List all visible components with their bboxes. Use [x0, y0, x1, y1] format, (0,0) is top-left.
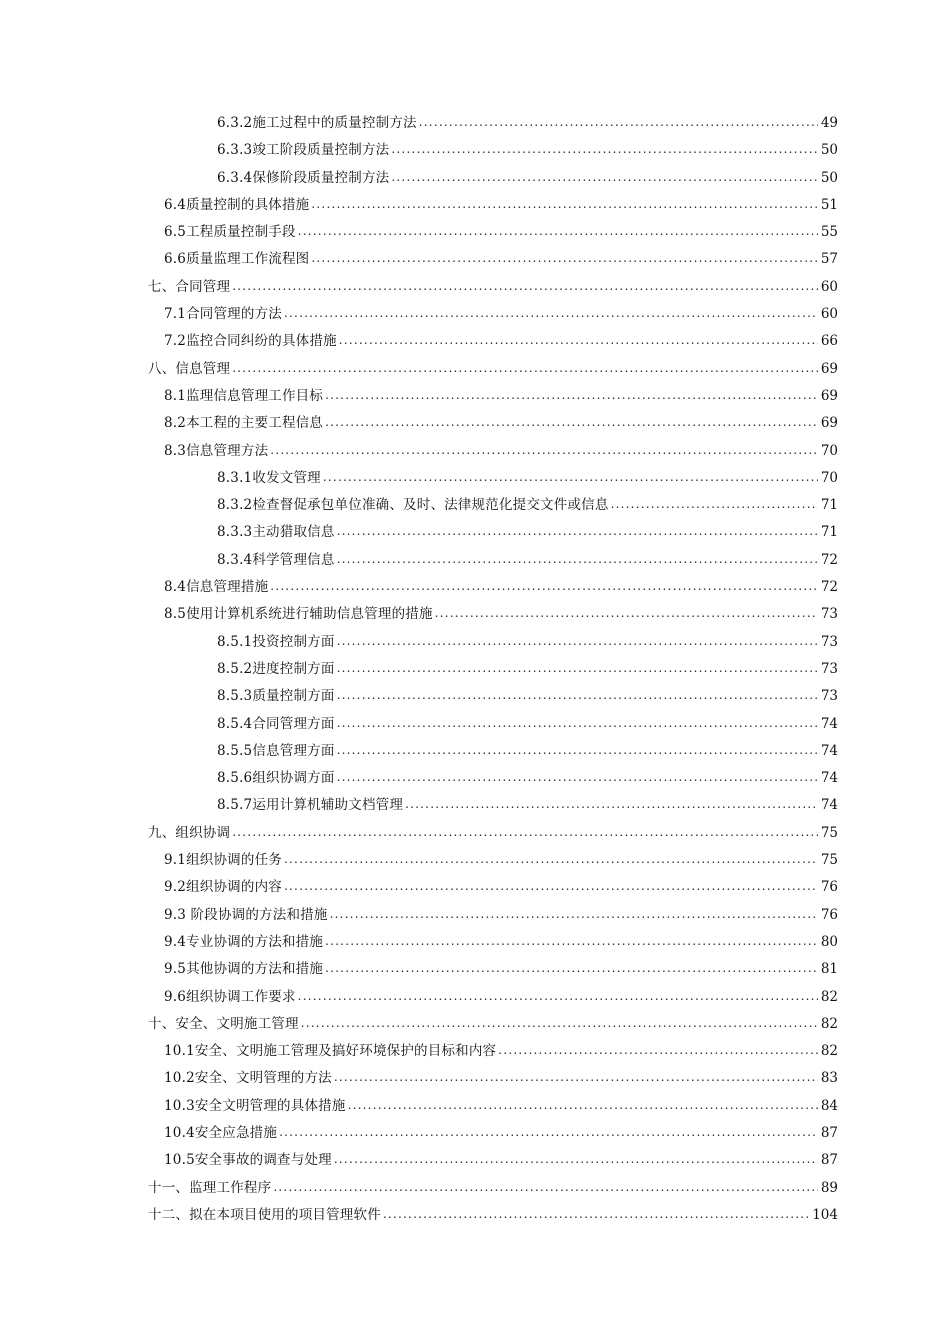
toc-entry[interactable] — [148, 219, 838, 246]
toc-entry[interactable] — [148, 765, 838, 792]
toc-entry-title: 8.3.4科学管理信息 — [217, 551, 335, 568]
toc-entry-page-number: 74 — [820, 715, 838, 732]
toc-dot-leader — [232, 355, 818, 382]
toc-entry-page-number: 50 — [820, 142, 838, 159]
toc-entry-page-number: 71 — [820, 524, 838, 541]
toc-entry[interactable] — [148, 874, 838, 901]
toc-entry-page-number: 72 — [820, 551, 838, 568]
toc-entry-title: 8.3.1收发文管理 — [217, 469, 321, 486]
toc-entry[interactable] — [148, 1011, 838, 1038]
toc-entry-title: 10.5安全事故的调查与处理 — [164, 1152, 332, 1169]
toc-entry-page-number: 66 — [820, 333, 838, 350]
toc-entry[interactable] — [148, 137, 838, 164]
toc-entry-page-number: 74 — [820, 770, 838, 787]
toc-entry-title: 6.4质量控制的具体措施 — [164, 196, 310, 213]
toc-entry[interactable] — [148, 1175, 838, 1202]
toc-entry-page-number: 82 — [820, 988, 838, 1005]
toc-dot-leader — [419, 109, 818, 136]
toc-entry-page-number: 50 — [820, 169, 838, 186]
toc-entry-title: 8.5使用计算机系统进行辅助信息管理的措施 — [164, 606, 433, 623]
toc-entry-title: 8.1监理信息管理工作目标 — [164, 387, 324, 404]
toc-entry-page-number: 73 — [820, 660, 838, 677]
toc-dot-leader — [284, 873, 818, 900]
toc-entry[interactable] — [148, 1038, 838, 1065]
toc-entry-page-number: 72 — [820, 579, 838, 596]
toc-entry-title: 八、信息管理 — [148, 360, 231, 377]
toc-entry-title: 6.3.3竣工阶段质量控制方法 — [217, 142, 390, 159]
toc-dot-leader — [348, 1092, 818, 1119]
toc-entry-title: 10.1安全、文明施工管理及搞好环境保护的目标和内容 — [164, 1043, 497, 1060]
toc-dot-leader — [311, 245, 817, 272]
toc-entry[interactable] — [148, 383, 838, 410]
toc-entry-title: 十二、拟在本项目使用的项目管理软件 — [148, 1206, 381, 1223]
toc-entry[interactable] — [148, 192, 838, 219]
toc-entry-title: 8.3信息管理方法 — [164, 442, 269, 459]
toc-dot-leader — [270, 437, 818, 464]
toc-entry[interactable] — [148, 820, 838, 847]
toc-entry[interactable] — [148, 110, 838, 137]
toc-entry[interactable] — [148, 792, 838, 819]
toc-entry[interactable] — [148, 1065, 838, 1092]
toc-entry-page-number: 76 — [820, 879, 838, 896]
toc-entry-page-number: 69 — [820, 360, 838, 377]
toc-entry[interactable] — [148, 601, 838, 628]
toc-entry-page-number: 87 — [820, 1152, 838, 1169]
toc-entry-title: 9.3 阶段协调的方法和措施 — [164, 906, 328, 923]
toc-entry-title: 七、合同管理 — [148, 278, 231, 295]
toc-dot-leader — [337, 764, 818, 791]
toc-entry[interactable] — [148, 683, 838, 710]
toc-entry[interactable] — [148, 984, 838, 1011]
toc-entry-title: 8.3.3主动猎取信息 — [217, 524, 335, 541]
toc-entry-title: 8.5.6组织协调方面 — [217, 770, 335, 787]
toc-entry-title: 10.2安全、文明管理的方法 — [164, 1070, 332, 1087]
toc-entry[interactable] — [148, 465, 838, 492]
toc-entry-page-number: 60 — [820, 278, 838, 295]
toc-entry-page-number: 82 — [820, 1043, 838, 1060]
toc-dot-leader — [334, 1146, 818, 1173]
toc-entry-title: 8.2本工程的主要工程信息 — [164, 415, 324, 432]
toc-entry[interactable] — [148, 274, 838, 301]
toc-entry[interactable] — [148, 1093, 838, 1120]
toc-entry[interactable] — [148, 929, 838, 956]
toc-entry-title: 9.6组织协调工作要求 — [164, 988, 296, 1005]
toc-dot-leader — [334, 1064, 818, 1091]
toc-dot-leader — [325, 928, 818, 955]
toc-entry-title: 9.1组织协调的任务 — [164, 852, 282, 869]
toc-entry-title: 9.5其他协调的方法和措施 — [164, 961, 324, 978]
toc-entry-page-number: 89 — [820, 1179, 838, 1196]
toc-entry-title: 9.2组织协调的内容 — [164, 879, 282, 896]
toc-entry-page-number: 60 — [820, 306, 838, 323]
toc-entry-title: 6.3.2施工过程中的质量控制方法 — [217, 115, 417, 131]
toc-entry-title: 8.5.3质量控制方面 — [217, 688, 335, 705]
toc-entry-page-number: 73 — [820, 633, 838, 650]
toc-entry-page-number: 51 — [820, 196, 838, 213]
toc-entry-title: 10.4安全应急措施 — [164, 1124, 278, 1141]
toc-entry[interactable] — [148, 165, 838, 192]
toc-dot-leader — [611, 491, 818, 518]
toc-entry[interactable] — [148, 574, 838, 601]
toc-dot-leader — [337, 518, 818, 545]
toc-dot-leader — [284, 300, 818, 327]
toc-entry-title: 8.5.5信息管理方面 — [217, 742, 335, 759]
toc-entry-title: 8.5.1投资控制方面 — [217, 633, 335, 650]
toc-dot-leader — [325, 955, 818, 982]
toc-dot-leader — [337, 655, 818, 682]
toc-entry[interactable] — [148, 301, 838, 328]
toc-entry-page-number: 76 — [820, 906, 838, 923]
toc-dot-leader — [339, 327, 818, 354]
toc-entry[interactable] — [148, 519, 838, 546]
toc-entry-page-number: 75 — [820, 824, 838, 841]
toc-dot-leader — [311, 191, 817, 218]
toc-dot-leader — [284, 846, 818, 873]
toc-entry-page-number: 70 — [820, 442, 838, 459]
toc-dot-leader — [325, 409, 818, 436]
toc-entry-title: 九、组织协调 — [148, 824, 231, 841]
toc-entry-page-number: 104 — [812, 1206, 838, 1223]
toc-entry-page-number: 74 — [820, 797, 838, 814]
toc-dot-leader — [279, 1119, 818, 1146]
toc-dot-leader — [270, 573, 818, 600]
toc-dot-leader — [391, 164, 817, 191]
toc-entry-page-number: 71 — [820, 497, 838, 514]
toc-entry[interactable] — [148, 410, 838, 437]
toc-dot-leader — [323, 464, 818, 491]
table-of-contents — [148, 110, 838, 1229]
toc-dot-leader — [498, 1037, 818, 1064]
toc-entry-page-number: 80 — [820, 933, 838, 950]
toc-dot-leader — [232, 273, 818, 300]
toc-dot-leader — [337, 546, 818, 573]
toc-entry-title: 8.5.4合同管理方面 — [217, 715, 335, 732]
toc-entry[interactable] — [148, 629, 838, 656]
toc-entry[interactable] — [148, 847, 838, 874]
toc-entry-page-number: 82 — [820, 1015, 838, 1032]
toc-entry-page-number: 84 — [820, 1097, 838, 1114]
toc-entry-page-number: 57 — [820, 251, 838, 268]
toc-entry-title: 8.3.2检查督促承包单位准确、及时、法律规范化提交文件或信息 — [217, 497, 609, 514]
toc-dot-leader — [232, 819, 818, 846]
toc-entry[interactable] — [148, 356, 838, 383]
toc-entry-title: 8.5.7运用计算机辅助文档管理 — [217, 797, 404, 814]
toc-entry[interactable] — [148, 547, 838, 574]
toc-entry-title: 7.2监控合同纠纷的具体措施 — [164, 333, 337, 350]
toc-dot-leader — [337, 710, 818, 737]
toc-dot-leader — [298, 218, 818, 245]
toc-entry-title: 8.4信息管理措施 — [164, 579, 269, 596]
toc-entry[interactable] — [148, 1147, 838, 1174]
toc-entry-page-number: 69 — [820, 387, 838, 404]
toc-dot-leader — [391, 136, 817, 163]
toc-entry-page-number: 49 — [820, 115, 838, 131]
toc-entry[interactable] — [148, 902, 838, 929]
toc-entry-page-number: 70 — [820, 469, 838, 486]
toc-dot-leader — [383, 1201, 809, 1228]
toc-dot-leader — [337, 737, 818, 764]
toc-entry-title: 9.4专业协调的方法和措施 — [164, 933, 324, 950]
toc-dot-leader — [273, 1174, 818, 1201]
toc-entry[interactable] — [148, 711, 838, 738]
toc-entry-title: 6.5工程质量控制手段 — [164, 224, 296, 241]
toc-entry[interactable] — [148, 492, 838, 519]
toc-entry-page-number: 83 — [820, 1070, 838, 1087]
toc-entry[interactable] — [148, 328, 838, 355]
toc-entry[interactable] — [148, 246, 838, 273]
toc-entry[interactable] — [148, 1120, 838, 1147]
toc-dot-leader — [301, 1010, 818, 1037]
toc-entry-title: 8.5.2进度控制方面 — [217, 660, 335, 677]
toc-entry-title: 6.3.4保修阶段质量控制方法 — [217, 169, 390, 186]
toc-entry-page-number: 75 — [820, 852, 838, 869]
toc-entry-title: 十一、监理工作程序 — [148, 1179, 272, 1196]
toc-entry-title: 7.1合同管理的方法 — [164, 306, 282, 323]
toc-entry[interactable] — [148, 738, 838, 765]
toc-entry-page-number: 81 — [820, 961, 838, 978]
toc-entry[interactable] — [148, 956, 838, 983]
toc-entry-page-number: 69 — [820, 415, 838, 432]
toc-dot-leader — [337, 628, 818, 655]
toc-entry-page-number: 87 — [820, 1124, 838, 1141]
toc-entry-page-number: 73 — [820, 688, 838, 705]
toc-dot-leader — [298, 983, 818, 1010]
toc-entry-page-number: 55 — [820, 224, 838, 241]
toc-dot-leader — [337, 682, 818, 709]
toc-entry[interactable] — [148, 438, 838, 465]
toc-entry-title: 十、安全、文明施工管理 — [148, 1015, 299, 1032]
toc-entry-title: 6.6质量监理工作流程图 — [164, 251, 310, 268]
toc-entry-page-number: 73 — [820, 606, 838, 623]
toc-entry[interactable] — [148, 1202, 838, 1229]
toc-dot-leader — [330, 901, 818, 928]
toc-entry-page-number: 74 — [820, 742, 838, 759]
toc-dot-leader — [435, 600, 818, 627]
toc-dot-leader — [405, 791, 818, 818]
toc-dot-leader — [325, 382, 818, 409]
toc-entry-title: 10.3安全文明管理的具体措施 — [164, 1097, 346, 1114]
toc-entry[interactable] — [148, 656, 838, 683]
